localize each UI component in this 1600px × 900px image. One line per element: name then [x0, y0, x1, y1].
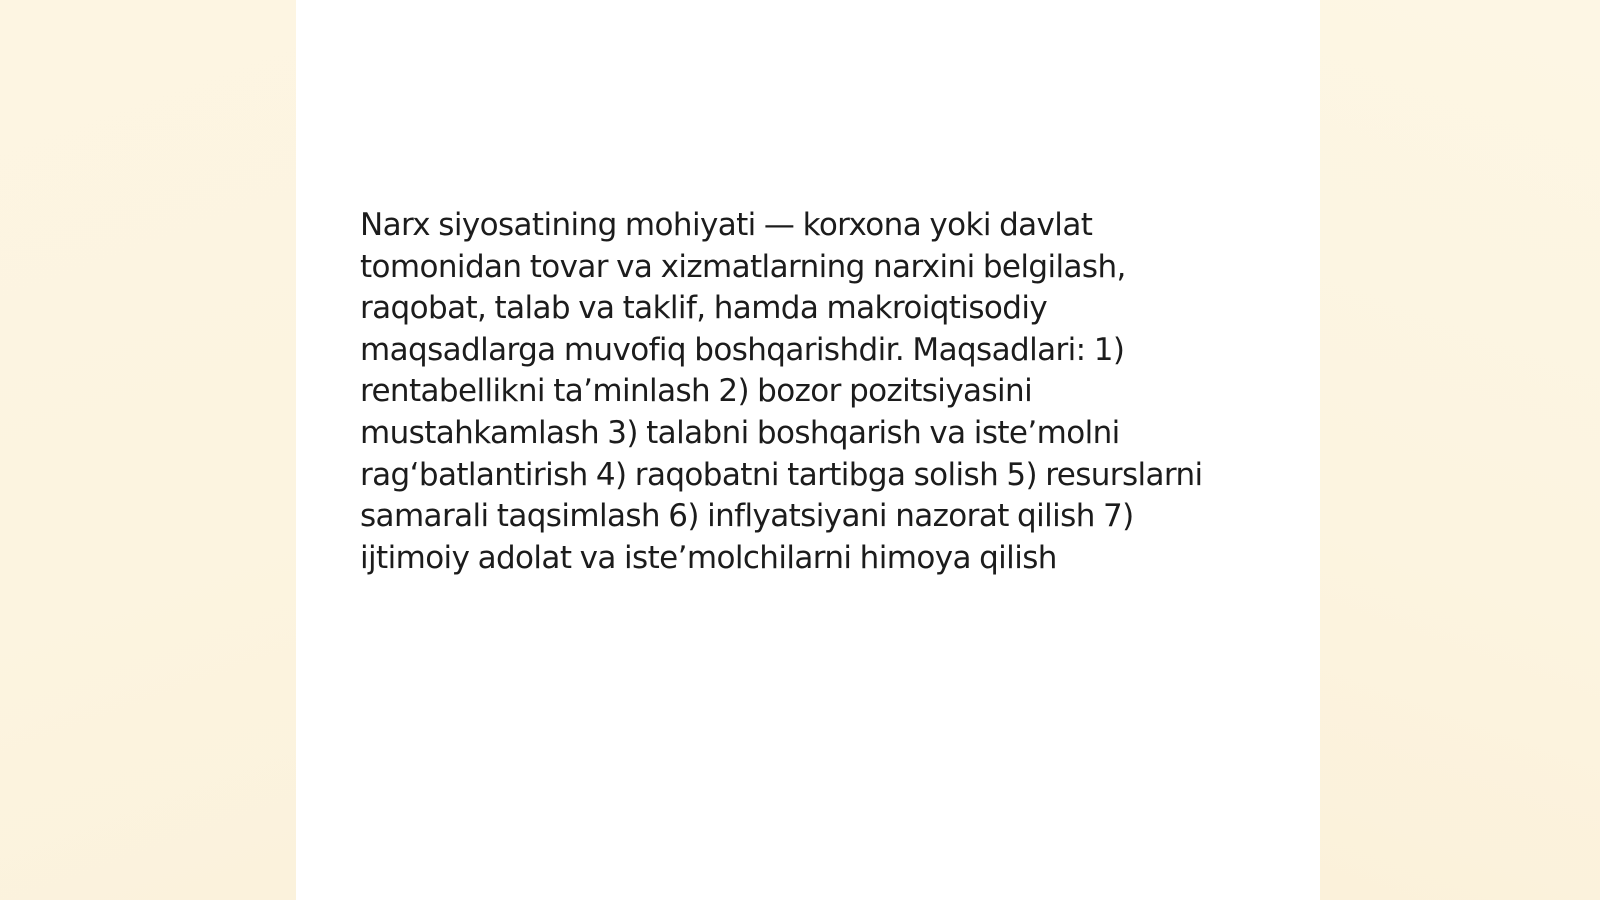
slide-body-text: Narx siyosatining mohiyati — korxona yoki davlat tomonidan tovar va xizmatlarning narxini belgilash, raqobat, talab va taklif, hamda makroiqtisodiy maqsadlarga muvofiq boshqarishdir. Maqsadlari: 1) rentabellikni ta’minlash 2) bozor pozitsiyasini mustahkamlash 3) talabni boshqarish va iste’molni rag‘batlantirish 4) raqobatni tartibga solish 5) resurslarni samarali taqsimlash 6) inflyatsiyani nazorat qilish 7) ijtimoiy adolat va iste’molchilarni himoya qilish [360, 207, 1203, 576]
slide-canvas [296, 0, 1320, 900]
left-background-margin [0, 0, 296, 900]
right-background-margin [1320, 0, 1600, 900]
